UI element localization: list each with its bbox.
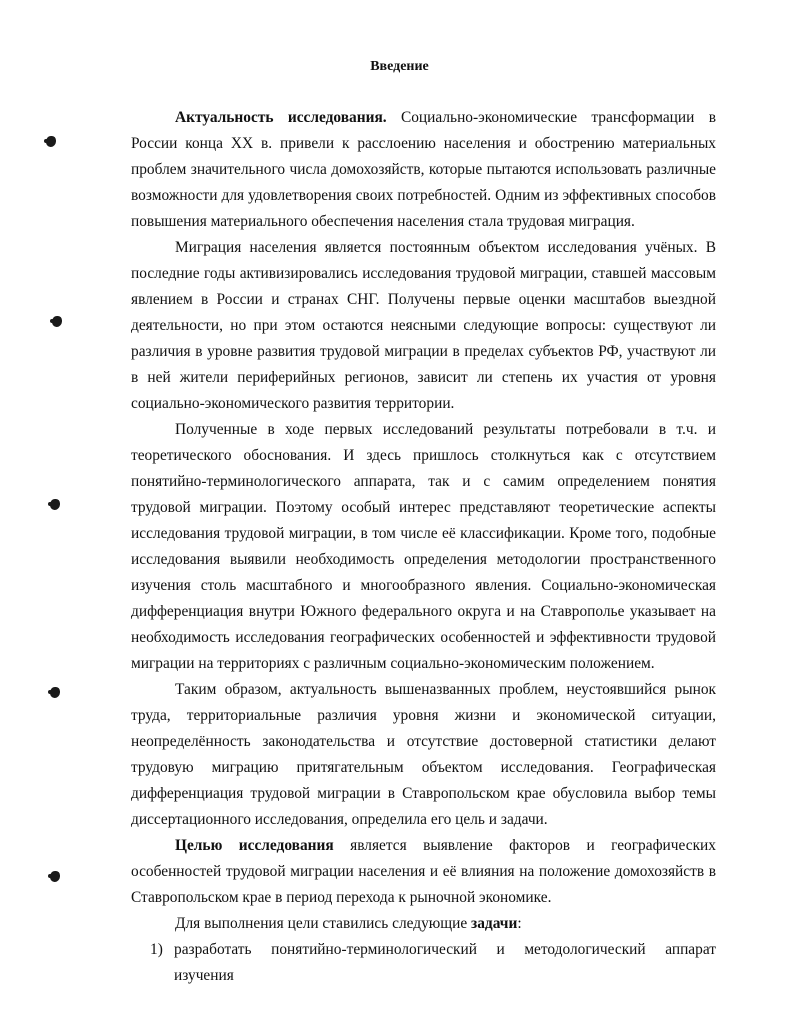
tasks-list [131,937,716,989]
binding-hole-mark [46,136,56,147]
paragraph-relevance [131,105,716,235]
paragraph-conclusion: Таким образом, актуальность вышеназванных проблем, неустоявшийся рынок труда, территориальные различия уровня жизни и экономической ситуации, неопределённость законодательства и отсутствие достоверной статистики делают трудовую миграцию притягательным объектом исследования. Географическая дифференциация трудовой миграции в Ставропольском крае обусловила выбор темы диссертационного исследования, определила его цель и задачи. [131,681,716,828]
page-title: Введение [370,59,429,74]
list-item-text: разработать понятийно-терминологический и методологический аппарат изучения [174,941,716,984]
relevance-heading: Актуальность исследования. [175,109,387,126]
list-item [131,937,716,989]
binding-hole-mark [52,316,62,327]
binding-hole-mark [50,687,60,698]
paragraph-tasks [131,911,716,937]
tasks-word: задачи [471,915,518,932]
goal-heading: Целью исследования [175,837,334,854]
paragraph-migration: Миграция населения является постоянным объектом исследования учёных. В последние годы активизировались исследования трудовой миграции, ставшей массовым явлением в России и странах СНГ. Получены первые оценки масштабов выездной деятельности, но при этом остаются неясными следующие вопросы: существуют ли различия в уровне развития трудовой миграции в пределах субъектов РФ, участвуют ли в ней жители периферийных регионов, зависит ли степень их участия от уровня социально-экономического развития территории. [131,239,716,412]
goal-text: является выявление факторов и географических особенностей трудовой миграции населения и её влияния на положение домохозяйств в Ставропольском крае в период перехода к рыночной экономике. [131,837,716,906]
paragraph-goal [131,833,716,911]
binding-hole-mark [50,499,60,510]
tasks-intro: Для выполнения цели ставились следующие [175,915,472,932]
tasks-colon: : [517,915,522,932]
paragraph-theory: Полученные в ходе первых исследований результаты потребовали в т.ч. и теоретического обоснования. И здесь пришлось столкнуться как с отсутствием понятийно-терминологического аппарата, так и с самим определением понятия трудовой миграции. Поэтому особый интерес представляют теоретические аспекты исследования трудовой миграции, в том числе её классификации. Кроме того, подобные исследования выявили необходимость определения методологии пространственного изучения столь масштабного и многообразного явления. Социально-экономическая дифференциация внутри Южного федерального округа и на Ставрополье указывает на необходимость исследования географических особенностей и эффективности трудовой миграции на территориях с различным социально-экономическим положением. [131,421,716,672]
document-body [131,105,716,989]
binding-hole-mark [50,871,60,882]
relevance-text: Социально-экономические трансформации в России конца XX в. привели к расслоению населения и обострению материальных проблем значительного числа домохозяйств, которые пытаются использовать различные возможности для удовлетворения своих потребностей. Одним из эффективных способов повышения материального обеспечения населения стала трудовая миграция. [131,109,716,230]
list-item-number: 1) [150,941,163,958]
